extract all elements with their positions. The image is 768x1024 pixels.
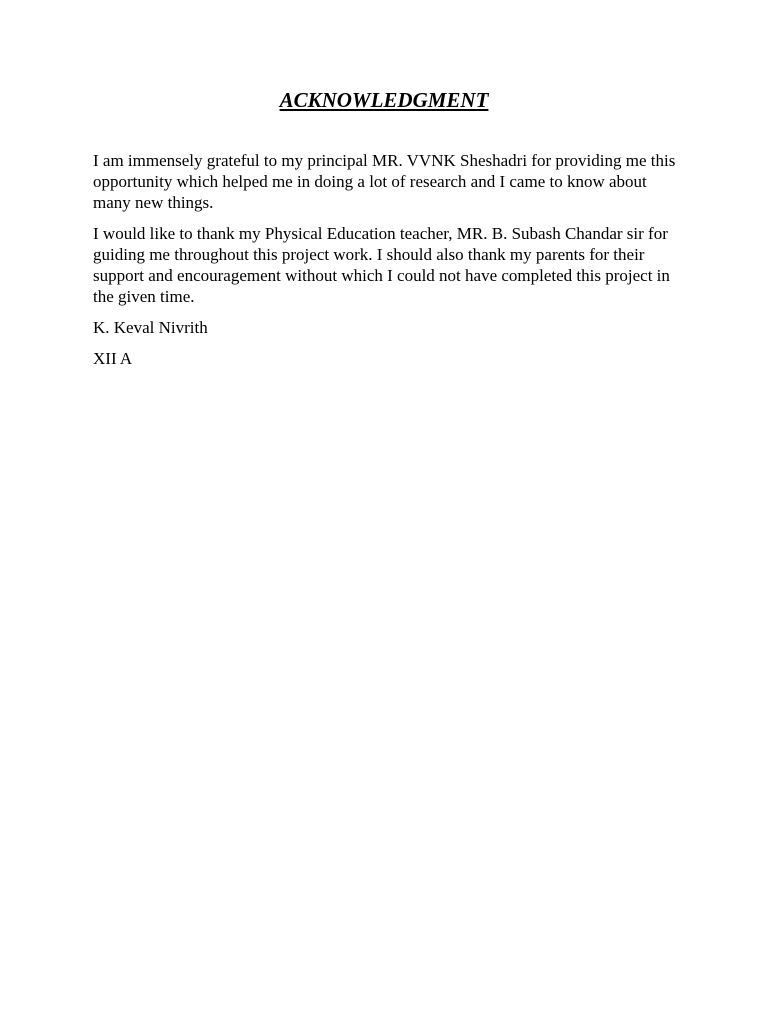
author-name: K. Keval Nivrith	[93, 318, 208, 337]
paragraph-principal-thanks: I am immensely grateful to my principal MR. VVNK Sheshadri for providing me this opportunity which helped me in doing a lot of research and I came to know about many new things.	[93, 151, 676, 212]
author-class: XII A	[93, 349, 133, 368]
paragraph-teacher-parents-thanks: I would like to thank my Physical Education teacher, MR. B. Subash Chandar sir for guiding me throughout this project work. I should also thank my parents for their support and encouragement without which I could not have completed this project in the given time.	[93, 224, 670, 306]
document-title: ACKNOWLEDGMENT	[279, 88, 489, 112]
document-body	[93, 150, 683, 379]
